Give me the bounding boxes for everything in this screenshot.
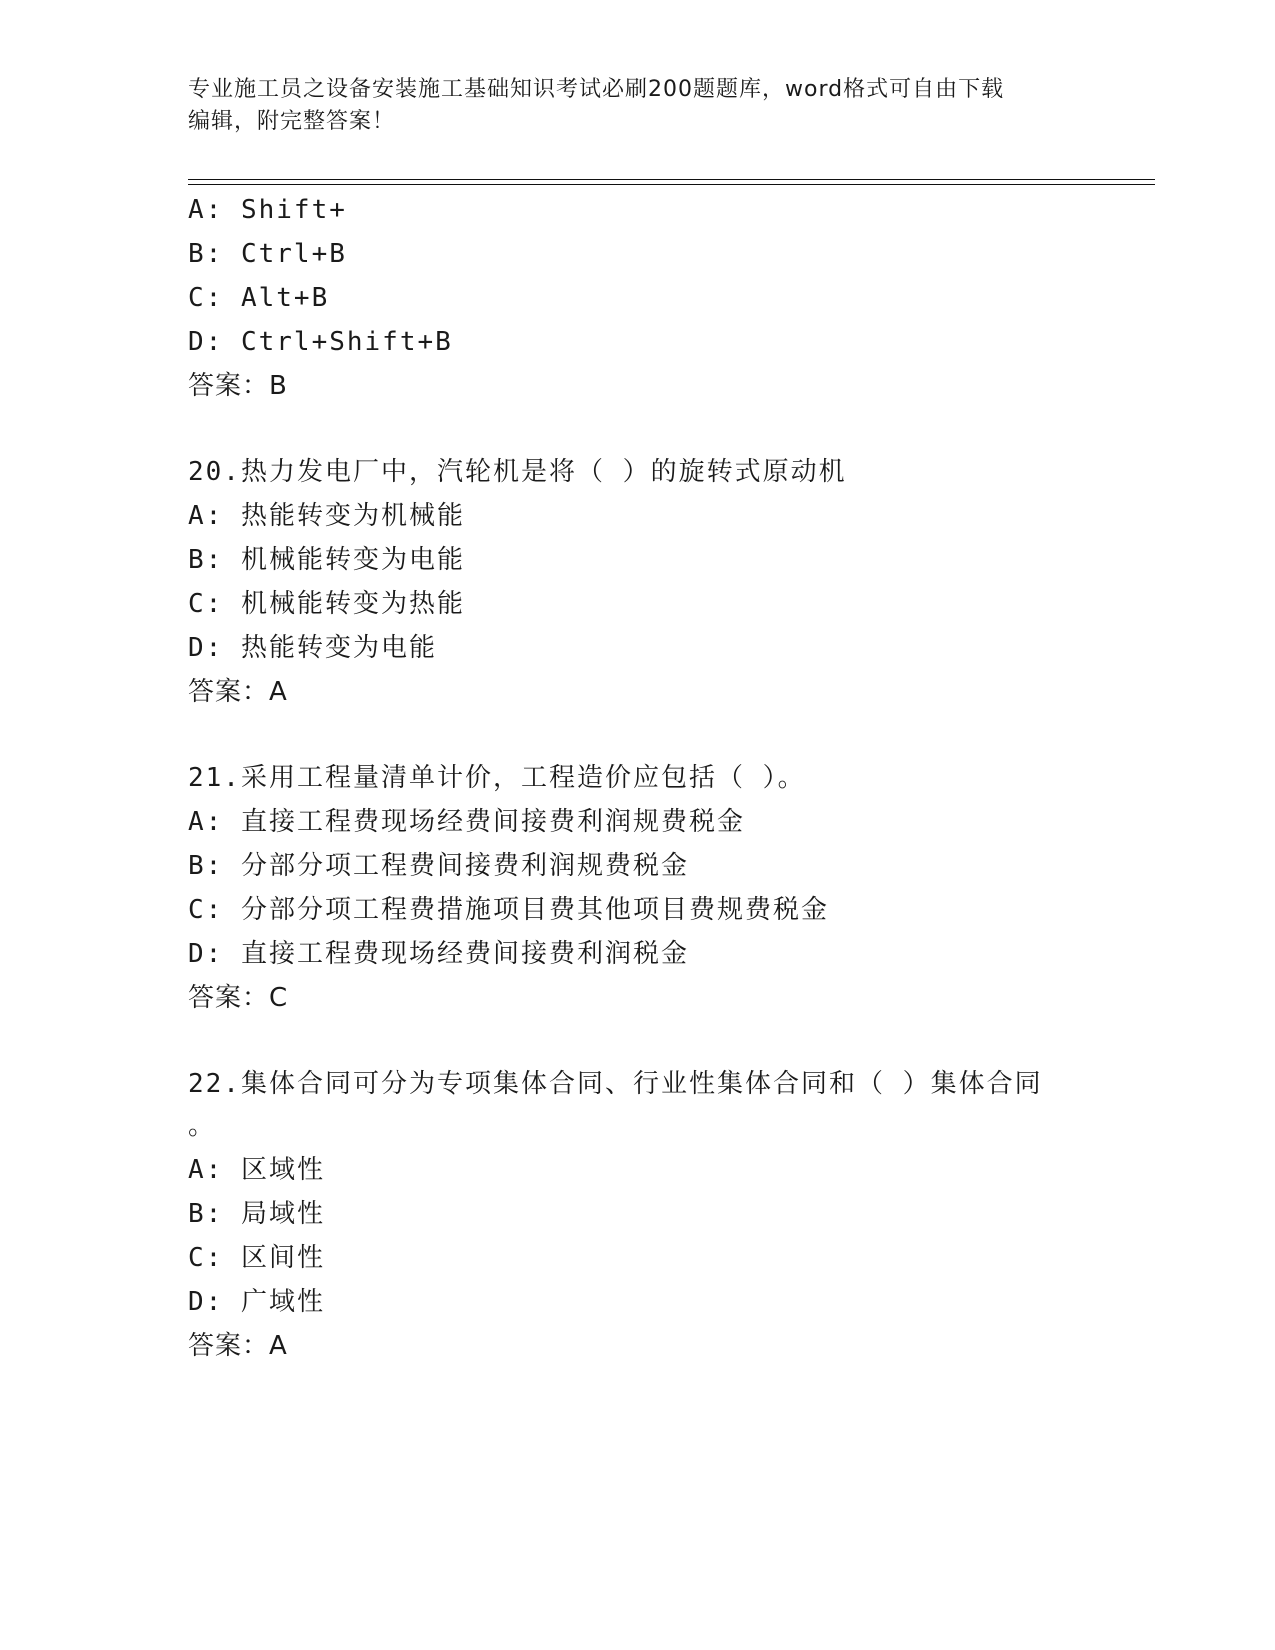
q21-option-a: A: 直接工程费现场经费间接费利润规费税金 [188,807,745,837]
q22-option-c: C: 区间性 [188,1243,325,1273]
q21-option-c: C: 分部分项工程费措施项目费其他项目费规费税金 [188,895,829,925]
q22-answer: 答案：A [188,1331,288,1361]
header-divider-top [188,179,1155,180]
header-line-2: 编辑，附完整答案！ [188,109,396,134]
document-header [188,74,1088,138]
q19-option-d: D: Ctrl+Shift+B [188,327,453,357]
header-divider-bottom [188,184,1155,185]
q19-option-b: B: Ctrl+B [188,239,347,269]
q21-option-d: D: 直接工程费现场经费间接费利润税金 [188,939,689,969]
q19-option-c: C: Alt+B [188,283,330,313]
q20-answer: 答案：A [188,677,288,707]
q19-answer: 答案：B [188,371,288,401]
header-line-1: 专业施工员之设备安装施工基础知识考试必刷200题题库，word格式可自由下载 [188,77,1005,102]
q22-question-line-1: 22.集体合同可分为专项集体合同、行业性集体合同和（ ）集体合同 [188,1069,1043,1099]
q22-option-b: B: 局域性 [188,1199,325,1229]
q21-option-b: B: 分部分项工程费间接费利润规费税金 [188,851,689,881]
q19-option-a: A: Shift+ [188,195,347,225]
q20-option-d: D: 热能转变为电能 [188,633,437,663]
q20-option-a: A: 热能转变为机械能 [188,501,465,531]
q20-option-b: B: 机械能转变为电能 [188,545,465,575]
q22-option-a: A: 区域性 [188,1155,325,1185]
q20-option-c: C: 机械能转变为热能 [188,589,465,619]
q20-question: 20.热力发电厂中，汽轮机是将（ ）的旋转式原动机 [188,457,847,487]
q21-answer: 答案：C [188,983,289,1013]
q22-option-d: D: 广域性 [188,1287,325,1317]
q22-question-line-2: 。 [188,1111,217,1141]
q21-question: 21.采用工程量清单计价，工程造价应包括（ ）。 [188,763,806,793]
